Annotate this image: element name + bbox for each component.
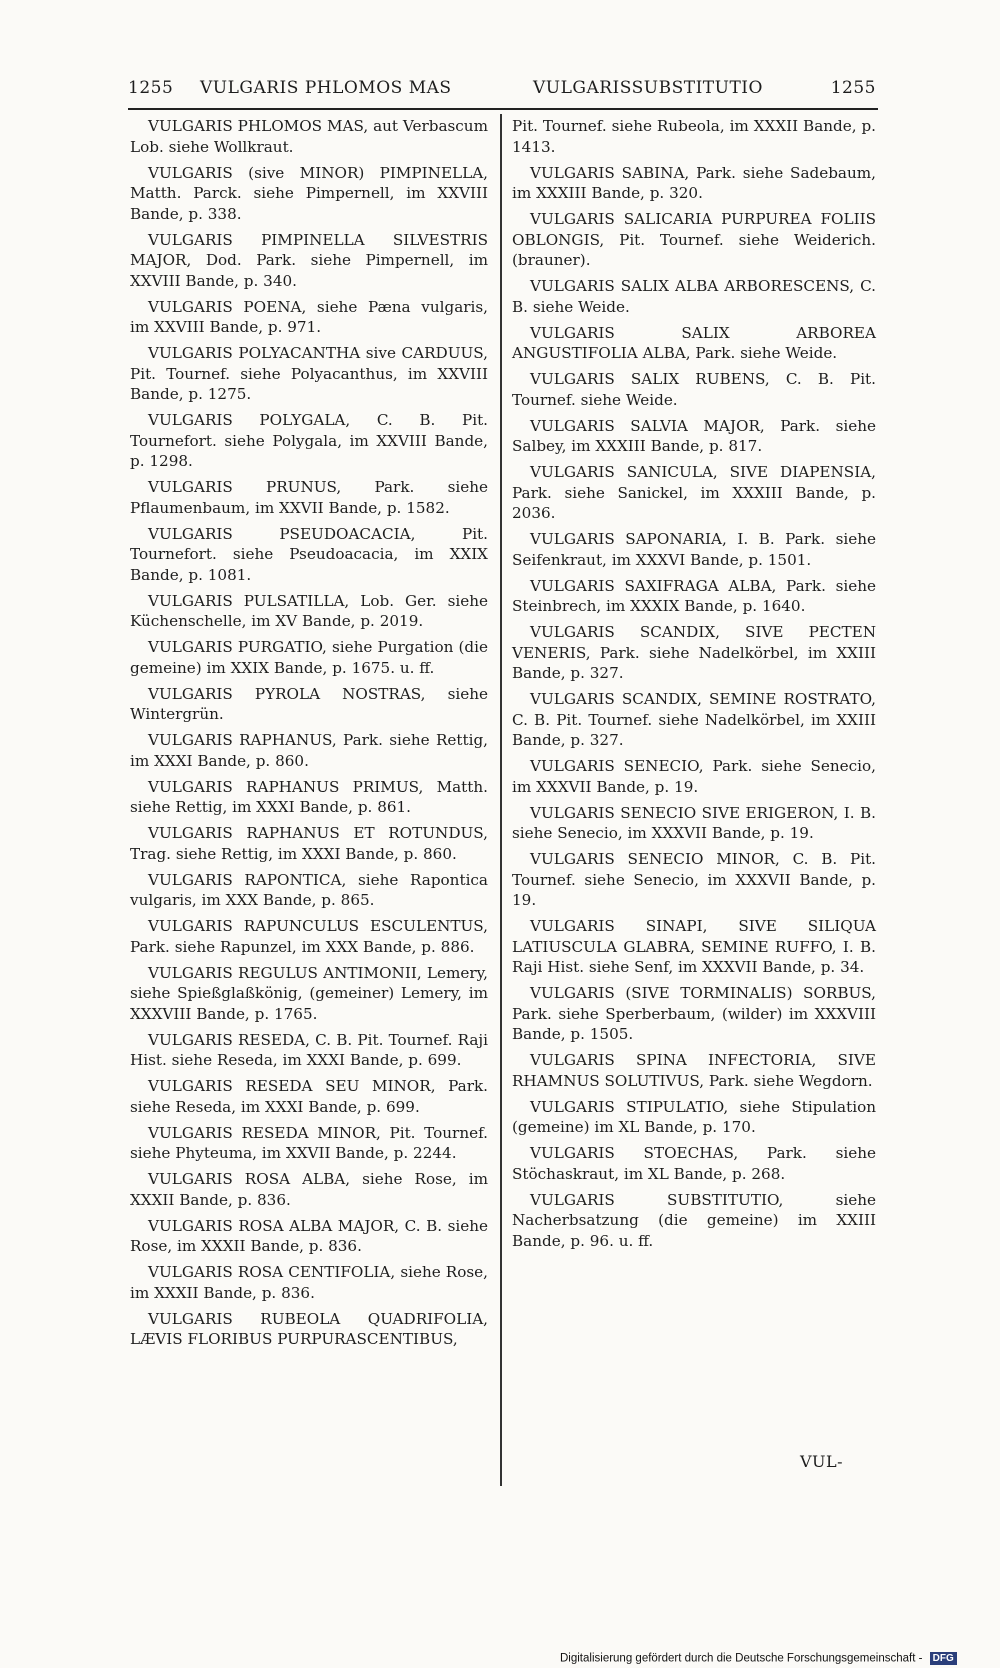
dictionary-entry-continuation: Pit. Tournef. siehe Rubeola, im XXXII Bande, p. 1413. [512,117,876,156]
dictionary-entry: VULGARIS REGULUS ANTIMONII, Lemery, siehe Spießglaßkönig, (gemeiner) Lemery, im XXXVIII Bande, p. 1765. [130,963,488,1023]
digitization-footer [560,1652,1000,1668]
dictionary-entry: VULGARIS RUBEOLA QUADRIFOLIA, LÆVIS FLORIBUS PURPURASCENTIBUS, [130,1309,488,1348]
dictionary-entry: VULGARIS SINAPI, SIVE SILIQUA LATIUSCULA GLABRA, SEMINE RUFFO, I. B. Raji Hist. siehe Senf, im XXXVII Bande, p. 34. [512,917,876,976]
header-rule [128,108,878,110]
dictionary-entry: VULGARIS ROSA CENTIFOLIA, siehe Rose, im XXXII Bande, p. 836. [130,1263,488,1302]
dictionary-entry: VULGARIS (SIVE TORMINALIS) SORBUS, Park. siehe Sperberbaum, (wilder) im XXXVIII Bande, p. 1505. [512,984,876,1043]
dictionary-entry: VULGARIS SALIX ARBOREA ANGUSTIFOLIA ALBA, Park. siehe Weide. [512,323,876,362]
running-header [128,78,876,104]
dictionary-entry: VULGARIS SALIX ALBA ARBORESCENS, C. B. siehe Weide. [512,277,876,316]
dictionary-entry: VULGARIS POLYACANTHA sive CARDUUS, Pit. Tournef. siehe Polyacanthus, im XXVIII Bande, p. 1275. [130,344,488,403]
dictionary-entry: VULGARIS STIPULATIO, siehe Stipulation (gemeine) im XL Bande, p. 170. [512,1097,876,1136]
dictionary-entry: VULGARIS SALICARIA PURPUREA FOLIIS OBLONGIS, Pit. Tournef. siehe Weiderich. (brauner). [512,210,876,269]
dictionary-entry: VULGARIS RESEDA SEU MINOR, Park. siehe Reseda, im XXXI Bande, p. 699. [130,1077,488,1116]
running-title-right: VULGARISSUBSTITUTIO [533,78,763,98]
page-number-right: 1255 [830,78,876,98]
dictionary-entry: VULGARIS SUBSTITUTIO, siehe Nacherbsatzung (die gemeine) im XXIII Bande, p. 96. u. ff. [512,1190,876,1250]
dictionary-entry: VULGARIS PSEUDOACACIA, Pit. Tournefort. siehe Pseudoacacia, im XXIX Bande, p. 1081. [130,524,488,584]
dictionary-entry: VULGARIS PYROLA NOSTRAS, siehe Wintergrün. [130,684,488,723]
dictionary-entry: VULGARIS RAPUNCULUS ESCULENTUS, Park. siehe Rapunzel, im XXX Bande, p. 886. [130,917,488,956]
dictionary-entry: VULGARIS SALVIA MAJOR, Park. siehe Salbey, im XXXIII Bande, p. 817. [512,416,876,455]
dictionary-entry: VULGARIS SANICULA, SIVE DIAPENSIA, Park. siehe Sanickel, im XXXIII Bande, p. 2036. [512,463,876,522]
dictionary-entry: VULGARIS SAXIFRAGA ALBA, Park. siehe Steinbrech, im XXXIX Bande, p. 1640. [512,576,876,615]
column-divider [500,114,502,1486]
footer-text: Digitalisierung gefördert durch die Deutsche Forschungsgemeinschaft - [560,1652,923,1665]
dictionary-entry: VULGARIS PRUNUS, Park. siehe Pflaumenbaum, im XXVII Bande, p. 1582. [130,478,488,517]
dictionary-entry: VULGARIS ROSA ALBA, siehe Rose, im XXXII Bande, p. 836. [130,1170,488,1209]
dictionary-entry: VULGARIS POLYGALA, C. B. Pit. Tournefort. siehe Polygala, im XXVIII Bande, p. 1298. [130,411,488,470]
dictionary-entry: VULGARIS STOECHAS, Park. siehe Stöchaskraut, im XL Bande, p. 268. [512,1144,876,1183]
dictionary-entry: VULGARIS SENECIO SIVE ERIGERON, I. B. siehe Senecio, im XXXVII Bande, p. 19. [512,803,876,842]
dictionary-entry: VULGARIS RAPHANUS ET ROTUNDUS, Trag. siehe Rettig, im XXXI Bande, p. 860. [130,824,488,863]
dictionary-entry: VULGARIS SENECIO MINOR, C. B. Pit. Tournef. siehe Senecio, im XXXVII Bande, p. 19. [512,850,876,909]
dictionary-entry: VULGARIS RESEDA, C. B. Pit. Tournef. Raji Hist. siehe Reseda, im XXXI Bande, p. 699. [130,1030,488,1069]
dictionary-entry: VULGARIS ROSA ALBA MAJOR, C. B. siehe Rose, im XXXII Bande, p. 836. [130,1216,488,1255]
left-column [130,116,488,1355]
dictionary-entry: VULGARIS PHLOMOS MAS, aut Verbascum Lob. siehe Wollkraut. [130,117,488,156]
dictionary-entry: VULGARIS POENA, siehe Pæna vulgaris, im XXVIII Bande, p. 971. [130,297,488,336]
dictionary-entry: VULGARIS PULSATILLA, Lob. Ger. siehe Küchenschelle, im XV Bande, p. 2019. [130,591,488,630]
running-title-left: VULGARIS PHLOMOS MAS [200,78,452,98]
dictionary-entry: VULGARIS PIMPINELLA SILVESTRIS MAJOR, Dod. Park. siehe Pimpernell, im XXVIII Bande, p. 340. [130,230,488,290]
dfg-logo: DFG [930,1652,957,1665]
dictionary-entry: VULGARIS RAPHANUS PRIMUS, Matth. siehe Rettig, im XXXI Bande, p. 861. [130,777,488,816]
page-number-left: 1255 [128,78,174,98]
right-column [512,116,876,1257]
catchword: VUL- [800,1452,844,1471]
dictionary-entry: VULGARIS SENECIO, Park. siehe Senecio, im XXXVII Bande, p. 19. [512,757,876,796]
dictionary-entry: VULGARIS RESEDA MINOR, Pit. Tournef. siehe Phyteuma, im XXVII Bande, p. 2244. [130,1123,488,1162]
dictionary-entry: VULGARIS SABINA, Park. siehe Sadebaum, im XXXIII Bande, p. 320. [512,163,876,202]
dictionary-entry: VULGARIS SAPONARIA, I. B. Park. siehe Seifenkraut, im XXXVI Bande, p. 1501. [512,530,876,569]
dictionary-entry: VULGARIS RAPONTICA, siehe Rapontica vulgaris, im XXX Bande, p. 865. [130,870,488,909]
dictionary-entry: VULGARIS PURGATIO, siehe Purgation (die gemeine) im XXIX Bande, p. 1675. u. ff. [130,638,488,677]
dictionary-entry: VULGARIS SCANDIX, SEMINE ROSTRATO, C. B. Pit. Tournef. siehe Nadelkörbel, im XXIII Bande, p. 327. [512,690,876,749]
dictionary-entry: VULGARIS SALIX RUBENS, C. B. Pit. Tournef. siehe Weide. [512,370,876,409]
dictionary-entry: VULGARIS SCANDIX, SIVE PECTEN VENERIS, Park. siehe Nadelkörbel, im XXIII Bande, p. 327. [512,623,876,682]
dictionary-entry: VULGARIS (sive MINOR) PIMPINELLA, Matth. Parck. siehe Pimpernell, im XXVIII Bande, p. 338. [130,163,488,223]
dictionary-entry: VULGARIS RAPHANUS, Park. siehe Rettig, im XXXI Bande, p. 860. [130,731,488,770]
dictionary-entry: VULGARIS SPINA INFECTORIA, SIVE RHAMNUS SOLUTIVUS, Park. siehe Wegdorn. [512,1051,876,1090]
